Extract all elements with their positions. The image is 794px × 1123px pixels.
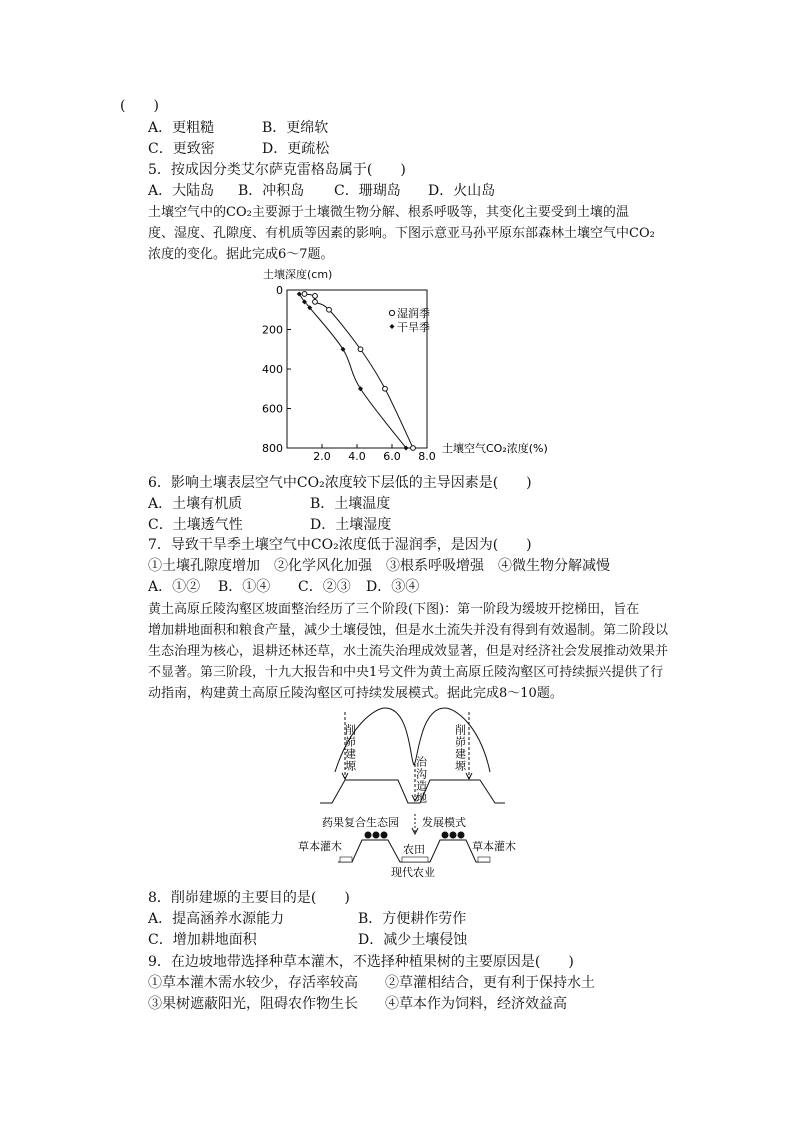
original-hill-profile <box>335 708 490 772</box>
dry-season-point <box>358 386 363 391</box>
q4-option-b: B．更绵软 <box>262 120 329 136</box>
q5-stem: 5．按成因分类艾尔萨克雷格岛属于( ) <box>148 162 406 178</box>
wet-season-point <box>313 299 318 304</box>
orchard-trees-left <box>365 832 388 839</box>
q6-option-a: A．土壤有机质 <box>148 496 243 512</box>
q7-choices: ①土壤孔隙度增加 ②化学风化加强 ③根系呼吸增强 ④微生物分解减慢 <box>148 558 610 574</box>
terraced-profile <box>320 780 505 803</box>
x-tick-label: 2.0 <box>313 450 331 462</box>
legend-dry-marker <box>390 324 395 329</box>
legend-dry-label: 干旱季 <box>397 321 430 334</box>
q9-choice-1: ①草本灌木需水较少，存活率较高 <box>148 975 358 991</box>
wet-season-point <box>327 307 332 312</box>
passage1-line3: 浓度的变化。据此完成6～7题。 <box>148 247 334 262</box>
q9-choice-4: ④草本作为饲料，经济效益高 <box>385 996 567 1012</box>
wet-season-point <box>411 446 416 451</box>
x-tick-label: 8.0 <box>418 450 436 462</box>
q7-option-b: B．①④ <box>218 579 271 595</box>
passage2-line1: 黄土高原丘陵沟壑区坡面整治经历了三个阶段(下图)：第一阶段为缓坡开挖梯田，旨在 <box>148 602 640 617</box>
q6-option-b: B．土壤温度 <box>310 496 391 512</box>
wet-season-point <box>358 347 363 352</box>
passage2-line3: 生态治理为核心，退耕还林还草，水土流失治理成效显著，但是对经济社会发展推动效果并 <box>148 644 669 659</box>
q4-option-a: A．更粗糙 <box>148 120 215 136</box>
q5-option-c: C．珊瑚岛 <box>334 183 401 199</box>
q8-stem: 8．削峁建塬的主要目的是( ) <box>148 890 350 906</box>
q9-choice-3: ③果树遮蔽阳光，阻碍农作物生长 <box>148 996 358 1012</box>
q6-option-c: C．土壤透气性 <box>148 517 243 533</box>
label-gully: 治沟造地 <box>414 756 428 804</box>
y-tick-label: 400 <box>262 363 283 376</box>
q9-stem: 9．在边坡地带选择种草本灌木，不选择种植果树的主要原因是( ) <box>148 954 574 970</box>
dry-season-point <box>341 347 346 352</box>
co2-depth-chart <box>255 262 575 462</box>
chart-ylabel: 土壤深度(cm) <box>263 268 333 281</box>
hatched-ground <box>402 857 428 862</box>
q8-option-c: C．增加耕地面积 <box>148 932 257 948</box>
dry-season-point <box>297 291 302 296</box>
y-tick-label: 0 <box>276 284 283 297</box>
passage1-line2: 度、湿度、孔隙度、有机质等因素的影响。下图示意亚马孙平原东部森林土壤空气中CO₂ <box>148 226 655 241</box>
q4-bracket: ( ) <box>120 98 159 114</box>
y-tick-label: 800 <box>262 442 283 455</box>
legend-wet-label: 湿润季 <box>397 307 430 320</box>
q4-option-c: C．更致密 <box>148 141 215 157</box>
q7-option-d: D．③④ <box>366 579 420 595</box>
y-tick-label: 600 <box>262 402 283 416</box>
q5-option-b: B．冲积岛 <box>238 183 305 199</box>
wet-season-point <box>302 292 307 297</box>
q6-option-d: D．土壤湿度 <box>310 517 392 533</box>
passage1-line1: 土壤空气中的CO₂主要源于土壤微生物分解、根系呼吸等，其变化主要受到土壤的温 <box>148 205 629 220</box>
wet-season-point <box>313 294 318 299</box>
hatched-ground <box>340 857 352 862</box>
orchard-trees-right <box>442 832 465 839</box>
label-grass-left: 草本灌木 <box>298 840 342 853</box>
chart-xlabel: 土壤空气CO₂浓度(%) <box>442 442 548 455</box>
passage2-line5: 动指南，构建黄土高原丘陵沟壑区可持续发展模式。据此完成8～10题。 <box>148 686 563 701</box>
passage2-line2: 增加耕地面积和粮食产量，减少土壤侵蚀，但是水土流失并没有得到有效遏制。第二阶段以 <box>148 623 669 638</box>
q5-option-a: A．大陆岛 <box>148 183 215 199</box>
q8-option-a: A．提高涵养水源能力 <box>148 911 285 927</box>
q7-option-c: C．②③ <box>298 579 351 595</box>
label-mode: 发展模式 <box>422 816 466 829</box>
passage2-line4: 不显著。第三阶段，十九大报告和中央1号文件为黄土高原丘陵沟壑区可持续振兴提供了行 <box>148 665 664 680</box>
label-cut-right: 削峁建塬 <box>453 724 467 772</box>
q5-option-d: D．火山岛 <box>428 183 496 199</box>
slope-management-diagram <box>290 700 530 880</box>
label-farm: 农田 <box>403 843 425 856</box>
q8-option-d: D．减少土壤侵蚀 <box>358 932 468 948</box>
label-modern: 现代农业 <box>391 866 435 879</box>
wet-season-point <box>383 386 388 391</box>
dry-season-line <box>299 294 406 448</box>
label-orchard: 药果复合生态园 <box>322 816 399 829</box>
q6-stem: 6．影响土壤表层空气中CO₂浓度较下层低的主导因素是( ) <box>148 475 532 491</box>
q7-option-a: A．①② <box>148 579 201 595</box>
label-grass-right: 草本灌木 <box>472 840 516 853</box>
label-cut-left: 削峁建塬 <box>343 724 357 772</box>
x-tick-label: 6.0 <box>383 450 401 462</box>
q8-option-b: B．方便耕作劳作 <box>358 911 467 927</box>
q9-choice-2: ②草灌相结合，更有利于保持水土 <box>385 975 595 991</box>
hatched-ground <box>478 857 490 862</box>
x-tick-label: 4.0 <box>348 450 366 462</box>
q7-stem: 7．导致干旱季土壤空气中CO₂浓度低于湿润季，是因为( ) <box>148 537 532 553</box>
legend-wet-marker <box>389 310 394 315</box>
y-tick-label: 200 <box>262 323 283 337</box>
q4-option-d: D．更疏松 <box>262 141 330 157</box>
